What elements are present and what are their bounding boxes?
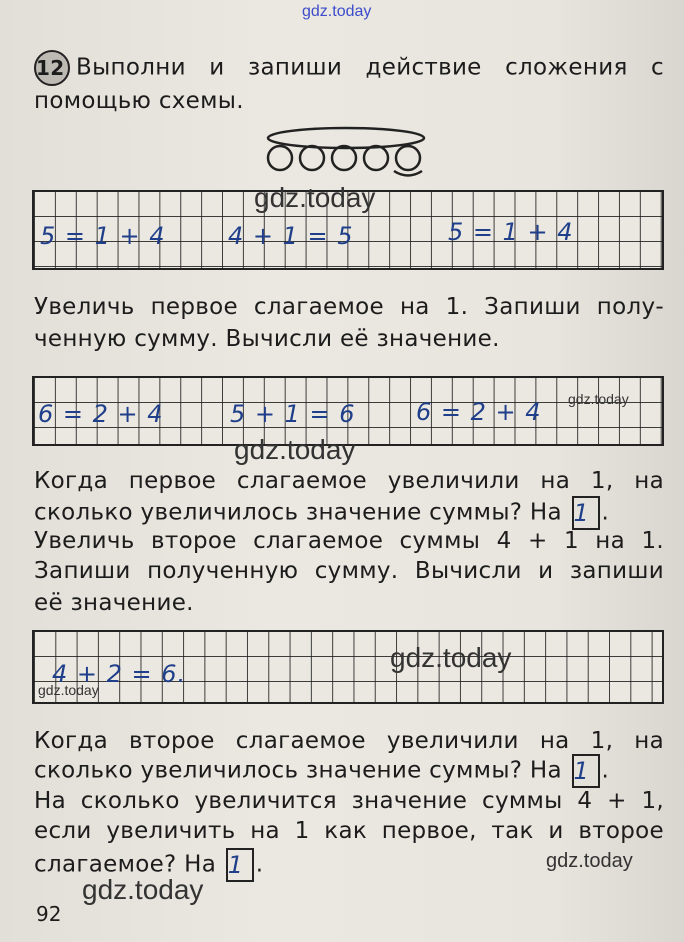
scheme-underline [394,171,422,176]
scheme-circle [364,146,388,170]
para3-question-2: слагаемое? На [34,851,217,878]
para3-period-2: . [255,851,264,878]
answer-box-3[interactable]: 1 [226,848,254,882]
para3-line-2 [34,754,664,788]
para2-line-5: её значение. [34,590,194,616]
task-line-1 [34,50,664,86]
answer-box-2[interactable]: 1 [572,754,600,788]
watermark: gdz.today [568,391,629,407]
para2-period: . [601,499,610,526]
para2-line-1: Когда первое слагаемое увеличили на 1, на [34,468,664,494]
handwritten-answer-3: 4 + 2 = 6. [52,660,187,688]
scheme-circle [332,146,356,170]
para2-question: сколько увеличилось значение суммы? На [34,499,562,526]
scheme-circles [262,124,430,178]
watermark: gdz.today [546,850,633,872]
para3-line-3: На сколько увеличится значение суммы 4 + 1, [34,788,664,814]
para3-period: . [601,757,610,784]
page-number: 92 [36,902,62,926]
scheme-circle [300,146,324,170]
para2-line-3: Увеличь второе слагаемое суммы 4 + 1 на 1. [34,528,664,554]
scheme-circle [396,146,420,170]
task-line-2: помощью схемы. [34,88,244,114]
para1-line-1: Увеличь первое слагаемое на 1. Запиши полу- [34,294,664,320]
watermark: gdz.today [234,434,356,465]
watermark: gdz.today [82,874,204,905]
scheme-circle [268,146,292,170]
handwritten-answer-2b: 5 + 1 = 6 [230,400,356,428]
watermark: gdz.today [390,642,512,673]
watermark-top: gdz.today [302,3,372,20]
para2-line-2 [34,496,664,530]
handwritten-answer-1b: 4 + 1 = 5 [228,222,354,250]
answer-box-1[interactable]: 1 [572,496,600,530]
task-text-1: Выполни и запиши действие сложения с [76,54,664,81]
para3-line-4: если увеличить на 1 как первое, так и второе [34,818,664,844]
task-number-badge: 12 [34,50,70,86]
handwritten-answer-1a: 5 = 1 + 4 [40,222,166,250]
handwritten-answer-2a: 6 = 2 + 4 [38,400,164,428]
handwritten-answer-2c: 6 = 2 + 4 [416,398,542,426]
watermark: gdz.today [254,182,376,213]
para1-line-2: ченную сумму. Вычисли её значение. [34,326,500,352]
handwritten-answer-1c: 5 = 1 + 4 [448,218,574,246]
para3-question: сколько увеличилось значение суммы? На [34,757,562,784]
para2-line-4: Запиши полученную сумму. Вычисли и запиши [34,558,664,584]
watermark: gdz.today [38,682,99,698]
para3-line-1: Когда второе слагаемое увеличили на 1, на [34,728,664,754]
